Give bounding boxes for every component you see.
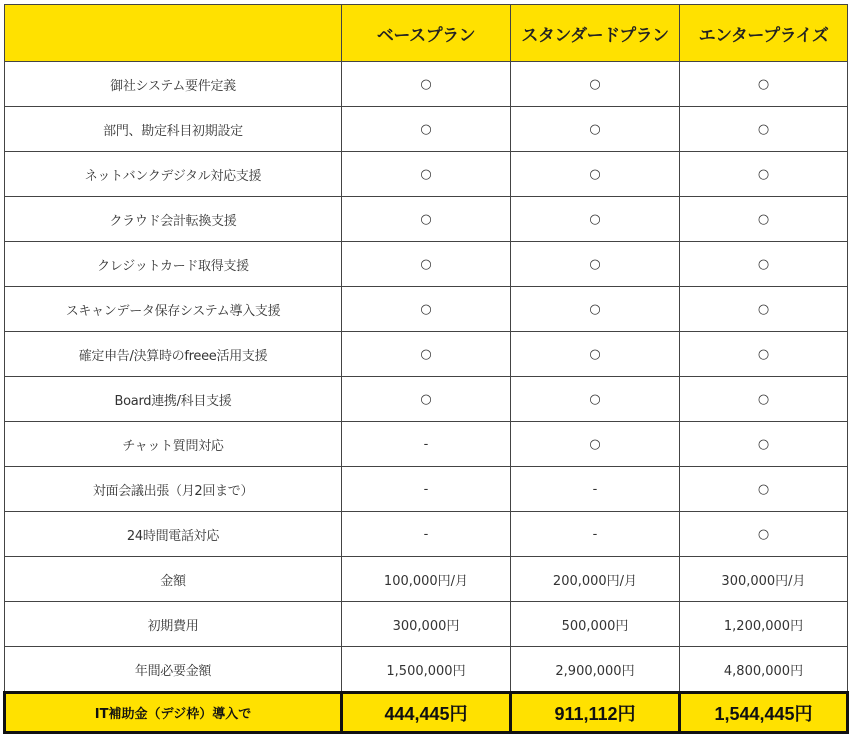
value-enterprise: ○: [680, 287, 848, 332]
table-body: [5, 62, 848, 693]
table-row: [5, 647, 848, 693]
table-row: [5, 512, 848, 557]
value-standard: ○: [511, 422, 680, 467]
value-base: ○: [342, 152, 511, 197]
value-enterprise: ○: [680, 197, 848, 242]
value-base: ○: [342, 107, 511, 152]
table-row: [5, 602, 848, 647]
value-base: 300,000円: [342, 602, 511, 647]
table-row: [5, 287, 848, 332]
feature-label: 金額: [5, 557, 342, 602]
value-base: 100,000円/月: [342, 557, 511, 602]
subsidy-row: [5, 693, 848, 733]
table-row: [5, 107, 848, 152]
value-standard: ○: [511, 287, 680, 332]
value-base: ○: [342, 332, 511, 377]
value-enterprise: ○: [680, 422, 848, 467]
feature-label: 24時間電話対応: [5, 512, 342, 557]
feature-label: ネットバンクデジタル対応支援: [5, 152, 342, 197]
value-standard: 200,000円/月: [511, 557, 680, 602]
value-standard: ○: [511, 62, 680, 107]
value-base: ○: [342, 287, 511, 332]
table-row: [5, 467, 848, 512]
table-row: [5, 422, 848, 467]
value-base: -: [342, 422, 511, 467]
feature-label: 部門、勘定科目初期設定: [5, 107, 342, 152]
value-base: ○: [342, 197, 511, 242]
feature-label: 対面会議出張（月2回まで）: [5, 467, 342, 512]
table-row: [5, 197, 848, 242]
subsidy-label: IT補助金（デジ枠）導入で: [5, 693, 342, 733]
feature-label: 年間必要金額: [5, 647, 342, 693]
value-standard: ○: [511, 197, 680, 242]
feature-label: スキャンデータ保存システム導入支援: [5, 287, 342, 332]
value-standard: 500,000円: [511, 602, 680, 647]
value-enterprise: ○: [680, 332, 848, 377]
table-row: [5, 152, 848, 197]
value-enterprise: ○: [680, 152, 848, 197]
feature-label: 御社システム要件定義: [5, 62, 342, 107]
table-row: [5, 62, 848, 107]
feature-label: 初期費用: [5, 602, 342, 647]
value-standard: ○: [511, 242, 680, 287]
value-standard: 2,900,000円: [511, 647, 680, 693]
value-base: ○: [342, 62, 511, 107]
value-base: -: [342, 467, 511, 512]
value-standard: ○: [511, 107, 680, 152]
value-standard: ○: [511, 377, 680, 422]
value-enterprise: 4,800,000円: [680, 647, 848, 693]
table-row: [5, 242, 848, 287]
subsidy-value-enterprise: 1,544,445円: [680, 693, 848, 733]
table-row: [5, 377, 848, 422]
table-row: [5, 332, 848, 377]
feature-label: クレジットカード取得支援: [5, 242, 342, 287]
header-plan-base: ベースプラン: [342, 5, 511, 62]
table-row: [5, 557, 848, 602]
header-row: [5, 5, 848, 62]
feature-label: 確定申告/決算時のfreee活用支援: [5, 332, 342, 377]
value-enterprise: 300,000円/月: [680, 557, 848, 602]
feature-label: Board連携/科目支援: [5, 377, 342, 422]
header-plan-standard: スタンダードプラン: [511, 5, 680, 62]
feature-label: クラウド会計転換支援: [5, 197, 342, 242]
value-enterprise: ○: [680, 377, 848, 422]
plan-comparison-table: [3, 4, 849, 734]
subsidy-value-standard: 911,112円: [511, 693, 680, 733]
feature-label: チャット質問対応: [5, 422, 342, 467]
header-blank-cell: [5, 5, 342, 62]
subsidy-value-base: 444,445円: [342, 693, 511, 733]
value-standard: ○: [511, 332, 680, 377]
value-enterprise: ○: [680, 107, 848, 152]
value-base: 1,500,000円: [342, 647, 511, 693]
value-standard: -: [511, 512, 680, 557]
value-base: ○: [342, 242, 511, 287]
value-enterprise: 1,200,000円: [680, 602, 848, 647]
value-base: ○: [342, 377, 511, 422]
value-standard: -: [511, 467, 680, 512]
value-standard: ○: [511, 152, 680, 197]
value-enterprise: ○: [680, 62, 848, 107]
value-enterprise: ○: [680, 512, 848, 557]
header-plan-enterprise: エンタープライズ: [680, 5, 848, 62]
value-enterprise: ○: [680, 467, 848, 512]
value-enterprise: ○: [680, 242, 848, 287]
value-base: -: [342, 512, 511, 557]
